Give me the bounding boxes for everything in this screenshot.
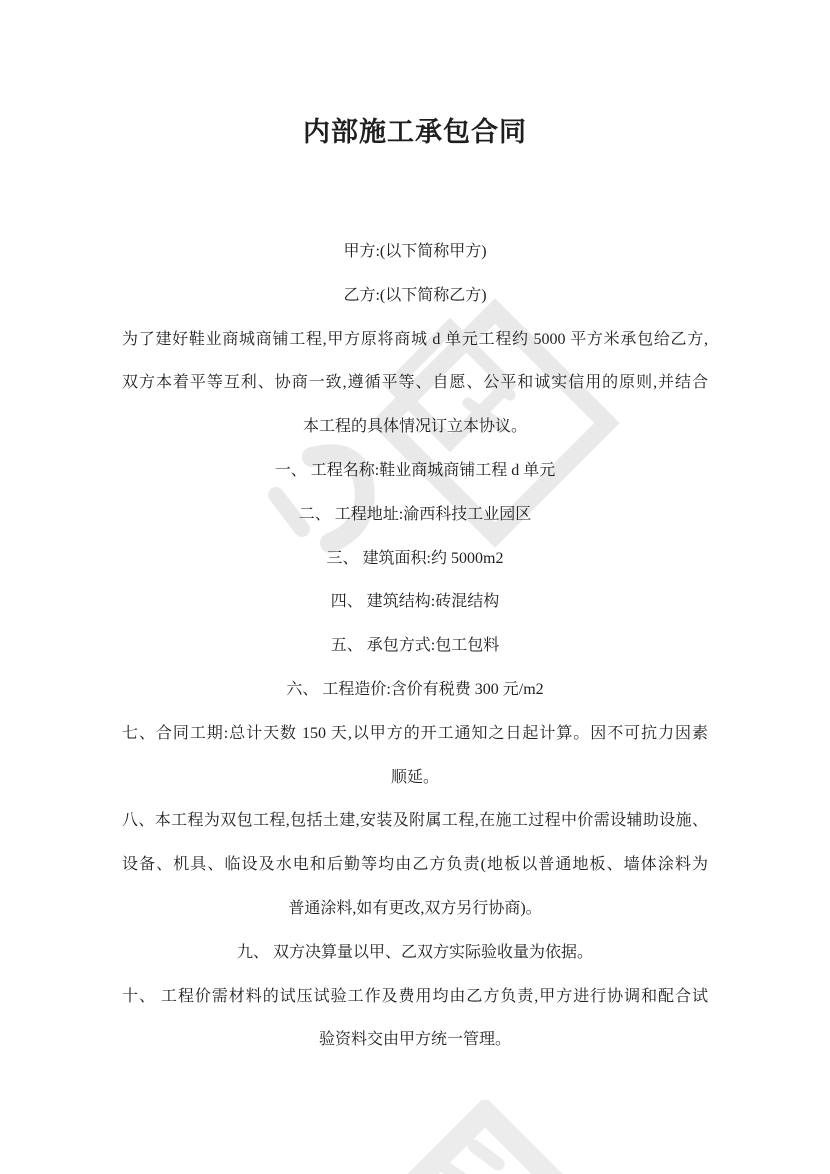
line-clause-9: 九、 双方决算量以甲、乙双方实际验收量为依据。 <box>236 943 593 961</box>
line-party-b: 乙方:(以下简称乙方) <box>343 286 487 304</box>
document-title: 内部施工承包合同 <box>303 117 527 147</box>
line-clause-10b: 验资料交由甲方统一管理。 <box>318 1031 511 1049</box>
line-clause-5: 五、 承包方式:包工包料 <box>330 637 500 655</box>
line-preamble-2: 双方本着平等互利、协商一致,遵循平等、自愿、公平和诚实信用的原则,并结合 <box>122 374 708 392</box>
line-clause-2: 二、 工程地址:渝西科技工业园区 <box>298 505 532 523</box>
line-clause-10a: 十、 工程价需材料的试压试验工作及费用均由乙方负责,甲方进行协调和配合试 <box>122 987 708 1005</box>
line-clause-8c: 普通涂料,如有更改,双方另行协商)。 <box>288 899 542 917</box>
line-clause-7b: 顺延。 <box>390 768 439 786</box>
line-clause-3: 三、 建筑面积:约 5000m2 <box>326 549 504 567</box>
line-clause-8b: 设备、机具、临设及水电和后勤等均由乙方负责(地板以普通地板、墙体涂料为 <box>122 856 708 874</box>
line-clause-1: 一、 工程名称:鞋业商城商铺工程 d 单元 <box>274 461 556 479</box>
line-party-a: 甲方:(以下简称甲方) <box>343 243 487 260</box>
line-clause-8a: 八、本工程为双包工程,包括土建,安装及附属工程,在施工过程中价需设辅助设施、 <box>122 812 708 830</box>
line-clause-7a: 七、合同工期:总计天数 150 天,以甲方的开工通知之日起计算。因不可抗力因素 <box>122 724 708 742</box>
line-clause-6: 六、 工程造价:含价有税费 300 元/m2 <box>286 680 544 698</box>
line-clause-4: 四、 建筑结构:砖混结构 <box>330 593 500 611</box>
contract-body <box>0 230 830 1062</box>
line-preamble-3: 本工程的具体情况订立本协议。 <box>302 418 527 436</box>
watermark-logo-icon <box>350 1100 630 1174</box>
line-preamble-1: 为了建好鞋业商城商铺工程,甲方原将商城 d 单元工程约 5000 平方米承包给乙方, <box>122 330 708 348</box>
